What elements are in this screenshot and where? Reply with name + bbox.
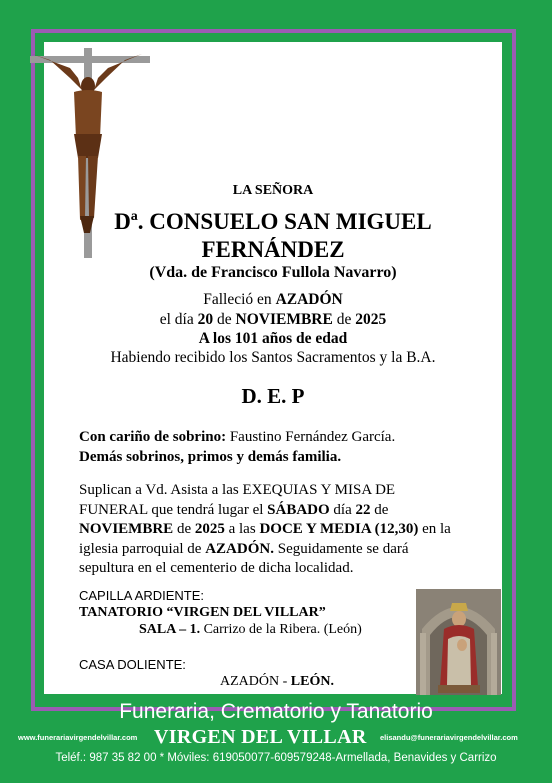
dep-heading: D. E. P bbox=[241, 384, 305, 408]
other-family-line: Demás sobrinos, primos y demás familia. bbox=[79, 449, 342, 465]
death-date-line: el día 20 de NOVIEMBRE de 2025 bbox=[159, 311, 387, 328]
brand-name: VIRGEN DEL VILLAR bbox=[154, 726, 367, 748]
chapel-name: TANATORIO “VIRGEN DEL VILLAR” bbox=[79, 605, 326, 620]
footer-title: Funeraria, Crematorio y Tanatorio bbox=[119, 700, 433, 723]
sacraments-line: Habiendo recibido los Santos Sacramentos y la B.A. bbox=[110, 349, 436, 366]
chapel-room-line: SALA – 1. Carrizo de la Ribera. (León) bbox=[139, 622, 362, 637]
death-place: AZADÓN bbox=[275, 291, 343, 308]
email-link[interactable]: elisandu@funerariavirgendelvillar.com bbox=[380, 733, 518, 742]
website-link[interactable]: www.funerariavirgendelvillar.com bbox=[18, 733, 138, 742]
age-line: A los 101 años de edad bbox=[198, 330, 348, 347]
chapel-block bbox=[79, 587, 362, 638]
nephew-line: Con cariño de sobrino: Faustino Fernández García. bbox=[79, 429, 396, 445]
name-line-1: Dª. CONSUELO SAN MIGUEL bbox=[114, 209, 432, 234]
house-label: CASA DOLIENTE: bbox=[79, 657, 186, 672]
widow-note: (Vda. de Francisco Fullola Navarro) bbox=[149, 264, 397, 281]
chapel-label: CAPILLA ARDIENTE: bbox=[79, 588, 204, 603]
deceased-name bbox=[44, 208, 502, 264]
house-location: AZADÓN - LEÓN. bbox=[220, 674, 334, 689]
death-place-line: Falleció en AZADÓN bbox=[203, 291, 343, 308]
name-line-2: FERNÁNDEZ bbox=[201, 237, 345, 262]
intro-label: LA SEÑORA bbox=[232, 183, 314, 198]
ceremony-text: Suplican a Vd. Asista a las EXEQUIAS Y MISA DE FUNERAL que tendrá lugar el SÁBADO día 22 de NOVIEMBRE de 2025 a las DOCE Y MEDIA (12,30) en la iglesia parroquial de AZADÓN. Seguidamente se dará sepultura en el cementerio de dicha localidad. bbox=[79, 482, 451, 576]
virgin-statue-image bbox=[416, 589, 501, 695]
family-block bbox=[79, 427, 499, 467]
footer-phones: Teléf.: 987 35 82 00 * Móviles: 619050077-609579248-Armellada, Benavides y Carrizo bbox=[55, 752, 497, 764]
footer-brand-row bbox=[0, 726, 552, 750]
